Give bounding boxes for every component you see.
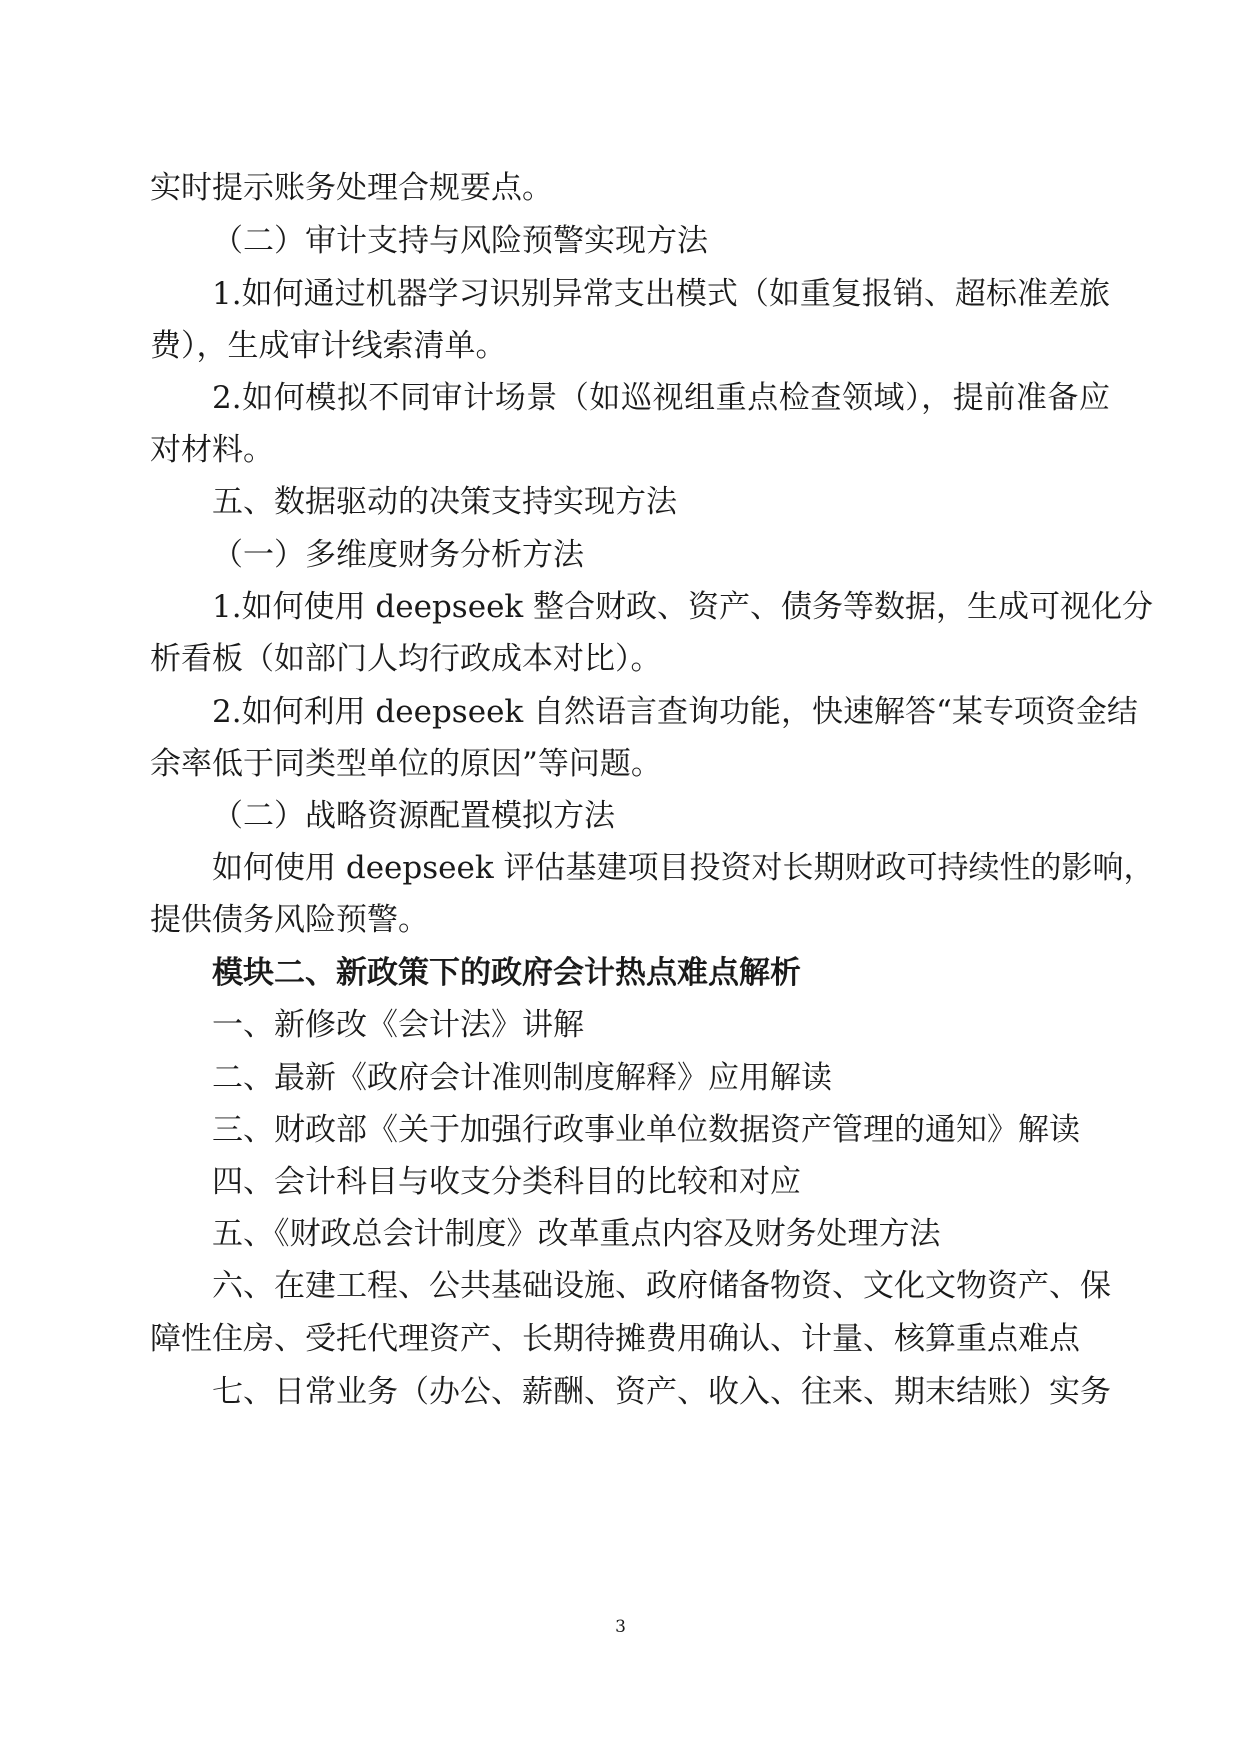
list-item: 二、最新《政府会计准则制度解释》应用解读 (212, 1060, 832, 1096)
paragraph-line: 实时提示账务处理合规要点。 (150, 170, 553, 206)
paragraph-line: 析看板（如部门人均行政成本对比）。 (150, 641, 662, 677)
list-item: 一、新修改《会计法》讲解 (212, 1007, 584, 1043)
list-item: 四、会计科目与收支分类科目的比较和对应 (212, 1164, 801, 1200)
list-item: 五、《财政总会计制度》改革重点内容及财务处理方法 (212, 1216, 941, 1252)
list-item: 三、财政部《关于加强行政事业单位数据资产管理的通知》解读 (212, 1112, 1080, 1148)
list-item: 七、日常业务（办公、薪酬、资产、收入、往来、期末结账）实务 (212, 1374, 1111, 1410)
paragraph-line: 对材料。 (150, 432, 274, 468)
paragraph-line: 如何使用 deepseek 评估基建项目投资对长期财政可持续性的影响， (212, 850, 1155, 886)
paragraph-line: 提供债务风险预警。 (150, 902, 429, 938)
section-heading: （二）战略资源配置模拟方法 (212, 798, 615, 834)
paragraph-line: 1.如何使用 deepseek 整合财政、资产、债务等数据，生成可视化分 (212, 589, 1154, 625)
list-item: 障性住房、受托代理资产、长期待摊费用确认、计量、核算重点难点 (150, 1321, 1080, 1357)
paragraph-line: 费），生成审计线索清单。 (150, 328, 507, 364)
section-heading: 五、数据驱动的决策支持实现方法 (212, 484, 677, 520)
list-item: 六、在建工程、公共基础设施、政府储备物资、文化文物资产、保 (212, 1268, 1111, 1304)
module-heading: 模块二、新政策下的政府会计热点难点解析 (212, 955, 801, 991)
section-heading: （一）多维度财务分析方法 (212, 537, 584, 573)
paragraph-line: 2.如何模拟不同审计场景（如巡视组重点检查领域），提前准备应 (212, 380, 1110, 416)
paragraph-line: 1.如何通过机器学习识别异常支出模式（如重复报销、超标准差旅 (212, 276, 1110, 312)
page-number: 3 (615, 1617, 626, 1637)
section-heading: （二）审计支持与风险预警实现方法 (212, 223, 708, 259)
paragraph-line: 余率低于同类型单位的原因”等问题。 (150, 746, 662, 782)
paragraph-line: 2.如何利用 deepseek 自然语言查询功能，快速解答“某专项资金结 (212, 694, 1138, 730)
